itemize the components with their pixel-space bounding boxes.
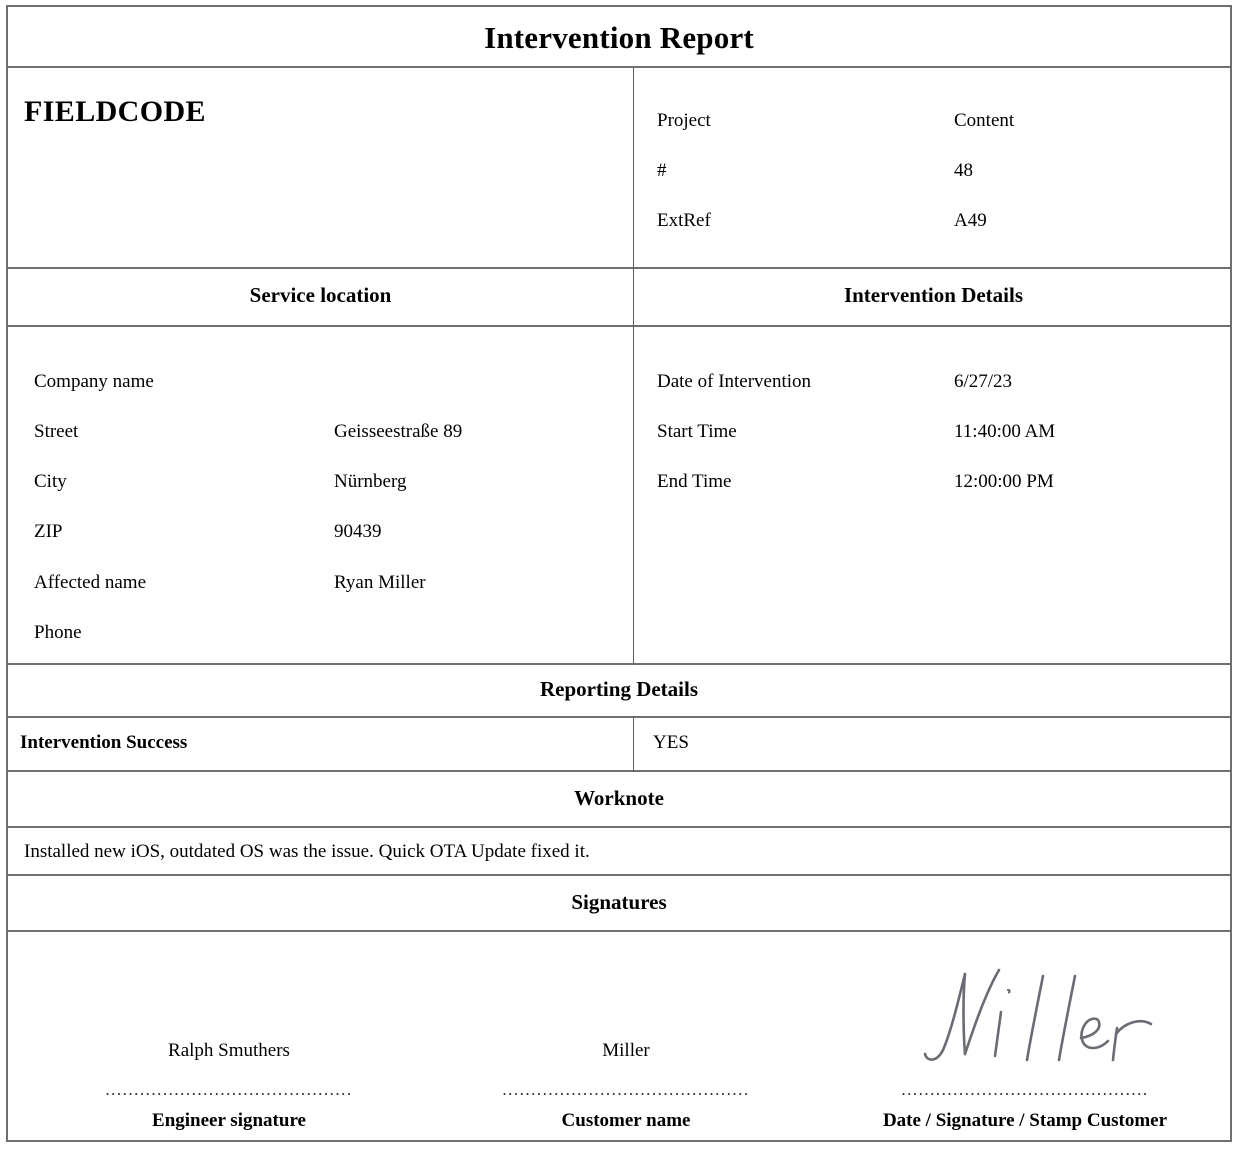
customer-handwritten-signature bbox=[903, 950, 1163, 1070]
details-body-row bbox=[8, 327, 1230, 665]
customer-name-value: Miller bbox=[602, 1040, 650, 1061]
customer-stamp-caption: Date / Signature / Stamp Customer bbox=[882, 1110, 1168, 1131]
intervention-value-end-time: 12:00:00 PM bbox=[954, 471, 1054, 492]
worknote-heading: Worknote bbox=[574, 786, 664, 810]
service-value-street: Geisseestraße 89 bbox=[334, 421, 463, 442]
service-location-heading: Service location bbox=[249, 283, 392, 307]
handwritten-miller-icon bbox=[903, 950, 1163, 1070]
service-value-affected-name: Ryan Miller bbox=[334, 572, 426, 593]
customer-stamp-line: ........................................... bbox=[901, 1080, 1149, 1099]
intervention-label-end-time: End Time bbox=[657, 471, 732, 492]
meta-label-number: # bbox=[657, 160, 667, 181]
column-divider-top bbox=[633, 68, 634, 269]
meta-label-extref: ExtRef bbox=[657, 210, 711, 231]
customer-name-caption: Customer name bbox=[561, 1110, 691, 1131]
meta-value-extref: A49 bbox=[954, 210, 987, 231]
intervention-label-start-time: Start Time bbox=[657, 421, 737, 442]
signatures-body-row bbox=[8, 932, 1230, 1140]
customer-name-line: ........................................... bbox=[502, 1080, 750, 1099]
engineer-signature-name: Ralph Smuthers bbox=[168, 1040, 290, 1061]
signatures-heading-row bbox=[8, 876, 1230, 932]
worknote-text: Installed new iOS, outdated OS was the issue. Quick OTA Update fixed it. bbox=[24, 841, 590, 862]
worknote-text-row bbox=[8, 828, 1230, 876]
service-label-phone: Phone bbox=[34, 622, 82, 643]
intervention-label-date: Date of Intervention bbox=[657, 371, 812, 392]
intervention-value-start-time: 11:40:00 AM bbox=[954, 421, 1056, 442]
report-table bbox=[6, 5, 1232, 1142]
service-label-zip: ZIP bbox=[34, 521, 63, 542]
engineer-signature-line: ........................................... bbox=[105, 1080, 353, 1099]
service-label-city: City bbox=[34, 471, 67, 492]
column-divider-body bbox=[633, 327, 634, 665]
company-logo: FIELDCODE bbox=[24, 95, 206, 128]
service-label-affected-name: Affected name bbox=[34, 572, 147, 593]
brand-meta-row bbox=[8, 68, 1230, 269]
intervention-success-value: YES bbox=[653, 732, 689, 753]
service-label-company-name: Company name bbox=[34, 371, 154, 392]
column-divider-success bbox=[633, 718, 634, 772]
service-value-zip: 90439 bbox=[334, 521, 382, 542]
reporting-details-heading: Reporting Details bbox=[539, 677, 699, 701]
service-value-city: Nürnberg bbox=[334, 471, 407, 492]
intervention-success-label: Intervention Success bbox=[20, 732, 188, 753]
intervention-success-row bbox=[8, 718, 1230, 772]
section-heading-row bbox=[8, 269, 1230, 327]
title-row bbox=[8, 7, 1230, 68]
service-label-street: Street bbox=[34, 421, 79, 442]
meta-label-project: Project bbox=[657, 110, 711, 131]
page-title: Intervention Report bbox=[484, 20, 754, 55]
engineer-signature-caption: Engineer signature bbox=[152, 1110, 306, 1131]
worknote-heading-row bbox=[8, 772, 1230, 828]
meta-value-project: Content bbox=[954, 110, 1015, 131]
intervention-value-date: 6/27/23 bbox=[954, 371, 1013, 392]
signatures-heading: Signatures bbox=[571, 890, 667, 914]
reporting-details-heading-row bbox=[8, 665, 1230, 718]
intervention-details-heading: Intervention Details bbox=[843, 283, 1024, 307]
meta-value-number: 48 bbox=[954, 160, 973, 181]
